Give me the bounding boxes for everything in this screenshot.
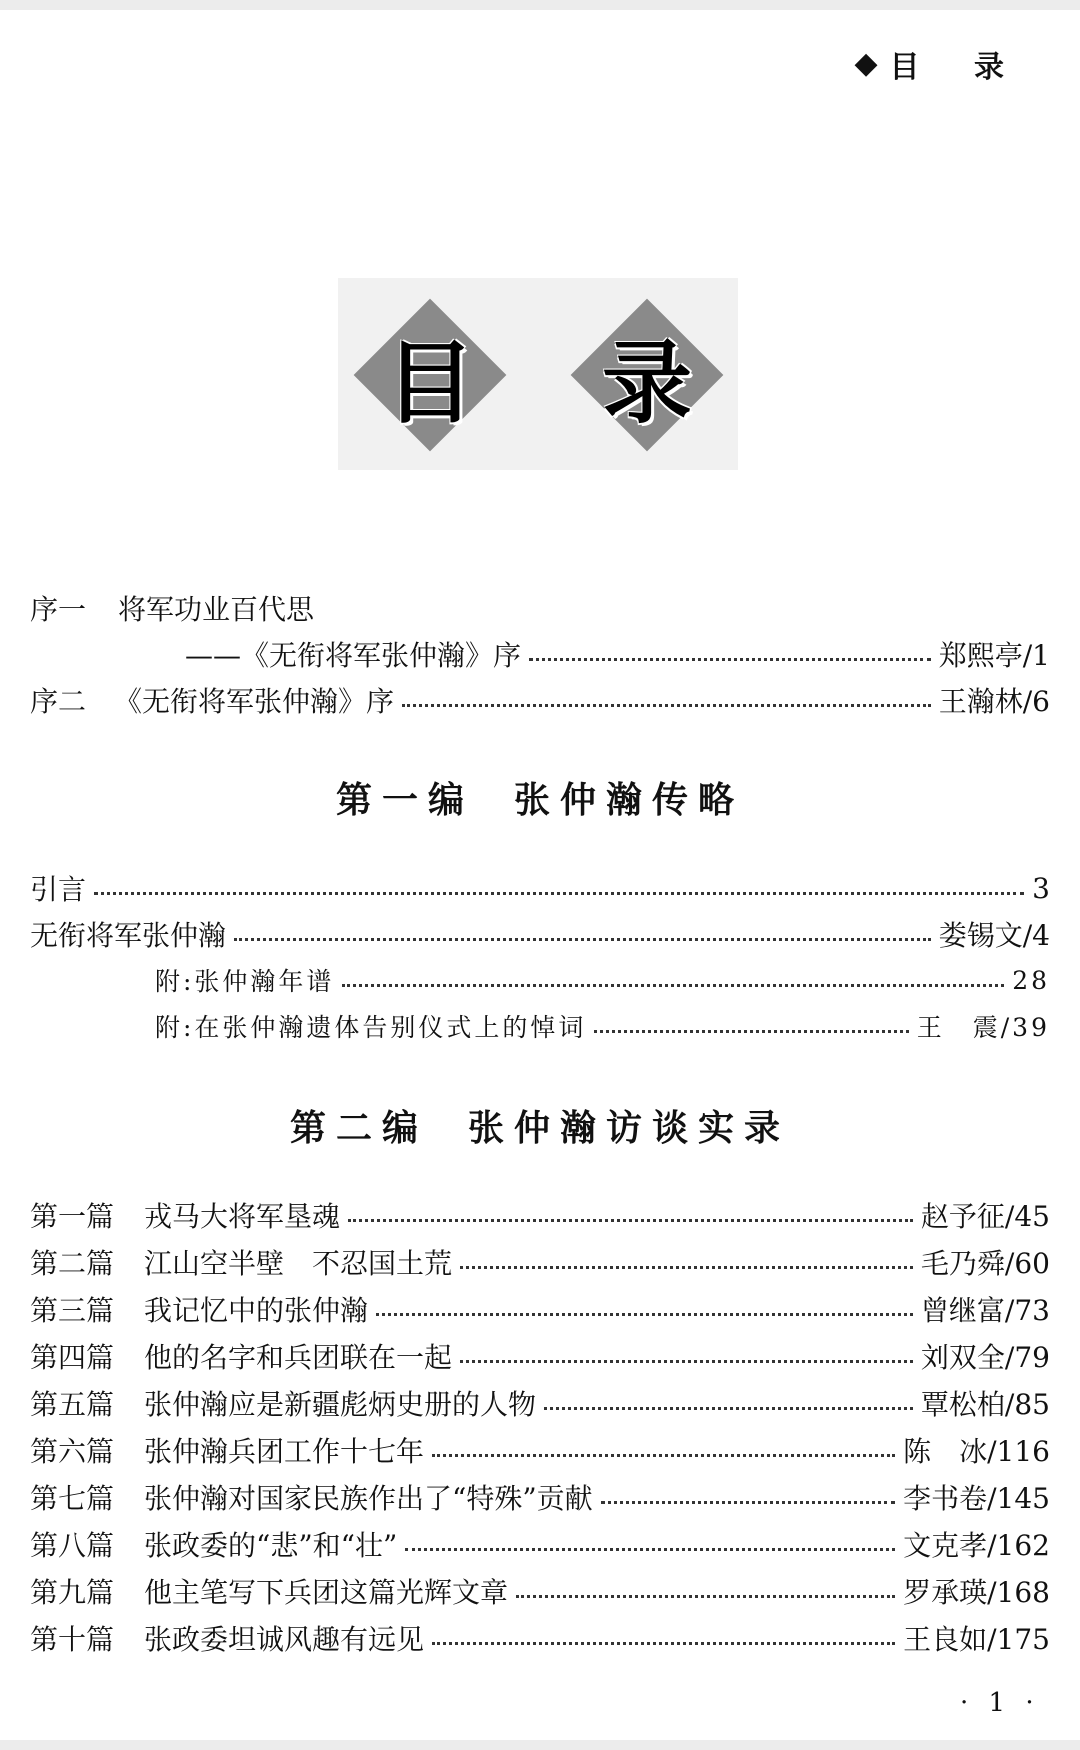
entry-title: 附:在张仲瀚遗体告别仪式上的悼词 bbox=[155, 1013, 587, 1042]
entry-number: 第八篇 bbox=[30, 1529, 115, 1562]
entry-page: 文克孝/162 bbox=[903, 1529, 1050, 1562]
part-2-heading bbox=[0, 1100, 1080, 1151]
entry-title: 我记忆中的张仲瀚 bbox=[144, 1294, 369, 1327]
entry-title: 张政委坦诚风趣有远见 bbox=[144, 1623, 425, 1656]
toc-entry-article[interactable] bbox=[0, 1571, 1050, 1611]
running-header-text: 目 录 bbox=[889, 50, 1026, 85]
part-1-heading bbox=[0, 772, 1080, 823]
entry-page: 毛乃舜/60 bbox=[920, 1247, 1050, 1280]
title-glyph-2 bbox=[572, 300, 722, 450]
entry-title: 张仲瀚应是新疆彪炳史册的人物 bbox=[144, 1388, 537, 1421]
entry-page: 赵予征/45 bbox=[920, 1200, 1050, 1233]
entry-page: 娄锡文/4 bbox=[938, 919, 1050, 952]
entry-page: 28 bbox=[1012, 965, 1050, 995]
leader-dots bbox=[432, 1642, 895, 1645]
leader-dots bbox=[376, 1313, 913, 1316]
entry-title: 附:张仲瀚年谱 bbox=[155, 967, 335, 996]
toc-entry-article[interactable] bbox=[0, 1383, 1050, 1423]
entry-number: 第六篇 bbox=[30, 1435, 115, 1468]
title-char-2: 录 bbox=[602, 330, 692, 436]
entry-number: 第九篇 bbox=[30, 1576, 115, 1609]
preface-1-title: 将军功业百代思 bbox=[118, 593, 315, 626]
leader-dots bbox=[601, 1501, 895, 1504]
part-1-title: 张仲瀚传略 bbox=[514, 780, 745, 821]
leader-dots bbox=[405, 1548, 895, 1551]
leader-dots bbox=[460, 1360, 913, 1363]
leader-dots bbox=[234, 938, 931, 941]
entry-title: 无衔将军张仲瀚 bbox=[30, 919, 227, 952]
preface-2-title: 《无衔将军张仲瀚》序 bbox=[114, 685, 395, 718]
entry-page: 王 震/39 bbox=[916, 1013, 1050, 1042]
toc-entry-intro[interactable] bbox=[0, 868, 1050, 908]
part-1-label: 第一编 bbox=[335, 780, 474, 821]
preface-1-num: 序一 bbox=[30, 593, 87, 626]
entry-number: 第十篇 bbox=[30, 1623, 115, 1656]
toc-entry-article[interactable] bbox=[0, 1477, 1050, 1517]
toc-entry-article[interactable] bbox=[0, 1430, 1050, 1470]
preface-2-page: 王瀚林/6 bbox=[938, 685, 1050, 718]
leader-dots bbox=[348, 1219, 913, 1222]
leader-dots bbox=[544, 1407, 913, 1410]
toc-entry-article[interactable] bbox=[0, 1289, 1050, 1329]
entry-number: 第七篇 bbox=[30, 1482, 115, 1515]
preface-1-row[interactable] bbox=[0, 588, 1080, 628]
toc-entry-article[interactable] bbox=[0, 1524, 1050, 1564]
leader-dots bbox=[529, 658, 931, 661]
preface-1-subtitle-row[interactable] bbox=[0, 634, 1050, 674]
entry-page: 3 bbox=[1032, 871, 1050, 905]
preface-1-page: 郑熙亭/1 bbox=[938, 639, 1050, 672]
toc-entry-biography[interactable] bbox=[0, 914, 1050, 954]
toc-entry-eulogy[interactable] bbox=[0, 1006, 1050, 1046]
title-char-1: 目 bbox=[385, 330, 475, 436]
page-edge-top bbox=[0, 0, 1080, 10]
toc-entry-article[interactable] bbox=[0, 1242, 1050, 1282]
entry-title: 张政委的“悲”和“壮” bbox=[144, 1529, 398, 1562]
entry-title: 江山空半壁 不忍国土荒 bbox=[144, 1247, 453, 1280]
entry-page: 刘双全/79 bbox=[920, 1341, 1050, 1374]
entry-number: 第一篇 bbox=[30, 1200, 115, 1233]
entry-page: 罗承瑛/168 bbox=[903, 1576, 1050, 1609]
toc-entry-chronology[interactable] bbox=[0, 960, 1050, 1000]
running-header bbox=[854, 42, 1026, 86]
title-glyph-1 bbox=[355, 300, 505, 450]
page-edge-bottom bbox=[0, 1740, 1080, 1750]
leader-dots bbox=[516, 1595, 895, 1598]
preface-1-subtitle: ——《无衔将军张仲瀚》序 bbox=[185, 639, 522, 672]
entry-number: 第二篇 bbox=[30, 1247, 115, 1280]
toc-entry-article[interactable] bbox=[0, 1336, 1050, 1376]
entry-page: 李书卷/145 bbox=[903, 1482, 1050, 1515]
entry-title: 张仲瀚对国家民族作出了“特殊”贡献 bbox=[144, 1482, 593, 1515]
entry-page: 覃松柏/85 bbox=[920, 1388, 1050, 1421]
preface-2-row[interactable] bbox=[0, 680, 1050, 720]
diamond-icon: ◆ bbox=[854, 46, 878, 81]
part-2-title: 张仲瀚访谈实录 bbox=[468, 1108, 791, 1149]
entry-page: 王良如/175 bbox=[903, 1623, 1050, 1656]
part-2-label: 第二编 bbox=[289, 1108, 428, 1149]
entry-page: 陈 冰/116 bbox=[903, 1435, 1050, 1468]
entry-page: 曾继富/73 bbox=[920, 1294, 1050, 1327]
leader-dots bbox=[402, 704, 931, 707]
entry-title: 他主笔写下兵团这篇光辉文章 bbox=[144, 1576, 509, 1609]
leader-dots bbox=[594, 1030, 908, 1033]
toc-entry-article[interactable] bbox=[0, 1195, 1050, 1235]
leader-dots bbox=[460, 1266, 913, 1269]
leader-dots bbox=[342, 984, 1004, 987]
entry-title: 戎马大将军垦魂 bbox=[144, 1200, 341, 1233]
entry-number: 第四篇 bbox=[30, 1341, 115, 1374]
entry-title: 张仲瀚兵团工作十七年 bbox=[144, 1435, 425, 1468]
entry-title: 引言 bbox=[30, 873, 87, 906]
entry-title: 他的名字和兵团联在一起 bbox=[144, 1341, 453, 1374]
leader-dots bbox=[432, 1454, 895, 1457]
page-number: · 1 · bbox=[960, 1688, 1040, 1718]
preface-2-num: 序二 bbox=[30, 685, 87, 718]
leader-dots bbox=[94, 892, 1024, 895]
entry-number: 第三篇 bbox=[30, 1294, 115, 1327]
entry-number: 第五篇 bbox=[30, 1388, 115, 1421]
toc-entry-article[interactable] bbox=[0, 1618, 1050, 1658]
